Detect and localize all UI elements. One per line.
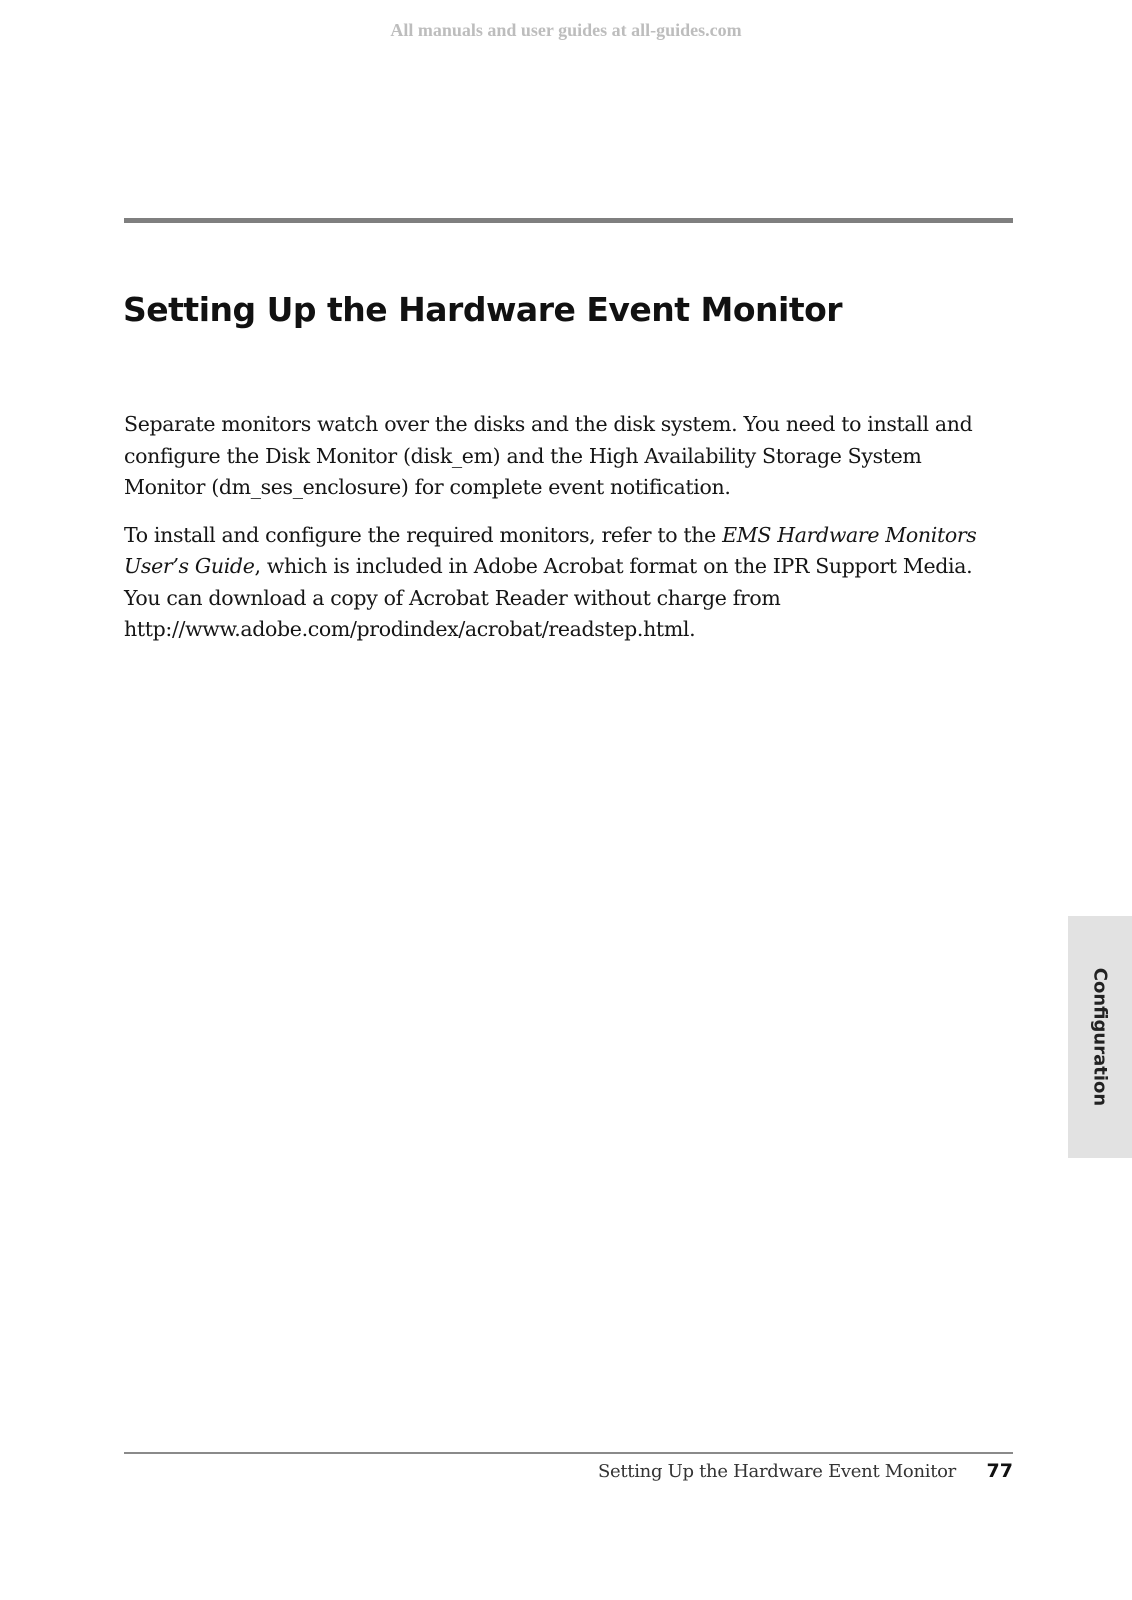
- footer-rule: [124, 1452, 1013, 1454]
- footer-section-title: Setting Up the Hardware Event Monitor: [597, 1461, 956, 1482]
- paragraph-install: [124, 520, 1004, 646]
- body-text: [124, 409, 1004, 662]
- book-title: EMS Hardware Monitors User’s Guide: [124, 522, 977, 578]
- page-number: 77: [986, 1460, 1013, 1482]
- page-title: Setting Up the Hardware Event Monitor: [123, 290, 843, 329]
- watermark: All manuals and user guides at all-guides.com: [390, 20, 742, 40]
- paragraph-monitors: Separate monitors watch over the disks and the disk system. You need to install and configure the Disk Monitor (disk_em) and the High Availability Storage System Monitor (dm_ses_enclosure) for complete event notification.: [124, 412, 973, 499]
- paragraph-install-rest: , which is included in Adobe Acrobat format on the IPR Support Media. You can download a copy of Acrobat Reader without charge from http://www.adobe.com/prodindex/acrobat/readstep.html.: [124, 554, 973, 641]
- header-rule: [124, 218, 1013, 223]
- paragraph-install-intro: To install and configure the required monitors, refer to the: [124, 522, 723, 547]
- chapter-tab-label: Configuration: [1089, 967, 1111, 1107]
- chapter-tab: [1068, 916, 1132, 1158]
